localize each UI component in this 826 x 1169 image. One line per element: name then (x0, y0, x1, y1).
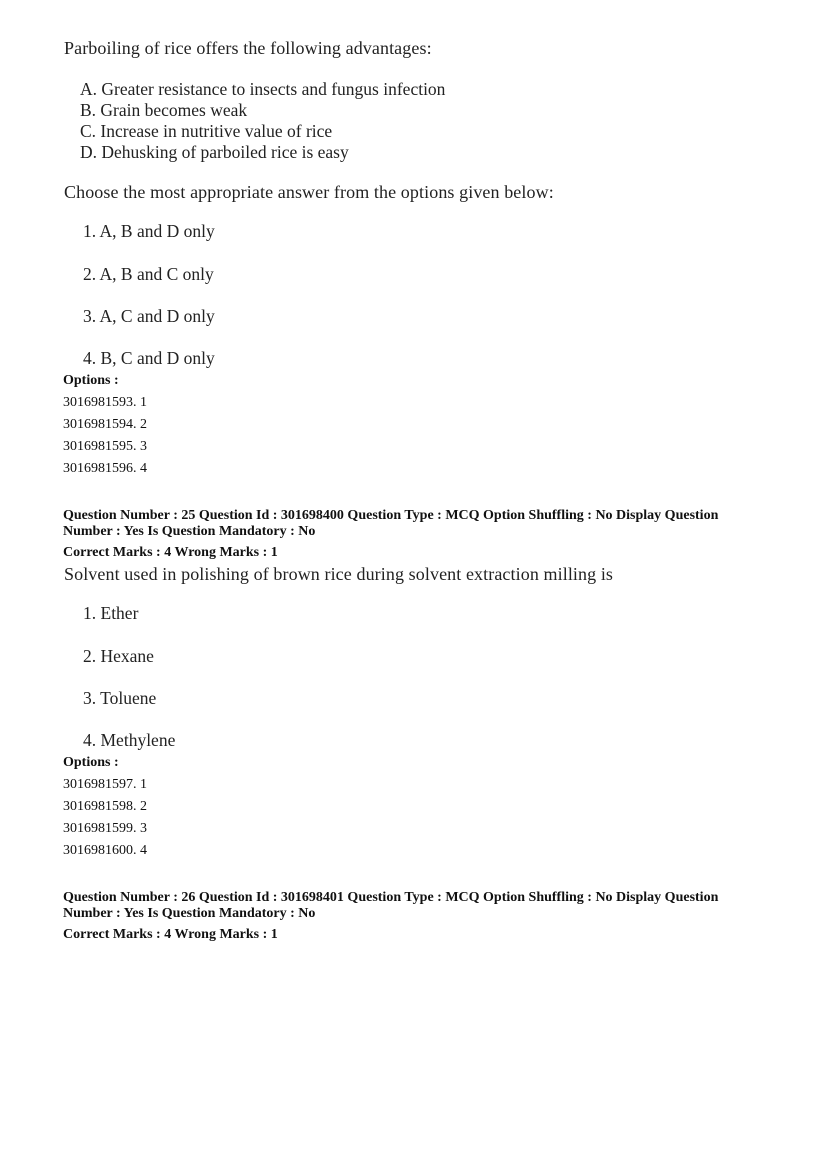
q25-option-id-3: 3016981599. 3 (63, 821, 147, 836)
q25-choice-3: 3. Toluene (83, 688, 157, 708)
q24-statement-c: C. Increase in nutritive value of rice (80, 121, 333, 141)
q24-statement-b: B. Grain becomes weak (80, 100, 248, 120)
q24-option-id-1: 3016981593. 1 (63, 395, 147, 410)
q25-options-label: Options : (63, 755, 119, 770)
q26-meta-line2: Number : Yes Is Question Mandatory : No (63, 906, 316, 921)
q25-meta-line2: Number : Yes Is Question Mandatory : No (63, 524, 316, 539)
q24-choice-4: 4. B, C and D only (83, 348, 215, 368)
q26-marks: Correct Marks : 4 Wrong Marks : 1 (63, 927, 278, 942)
q25-meta-line1: Question Number : 25 Question Id : 301698400 Question Type : MCQ Option Shuffling : No Display Question (63, 508, 719, 523)
q24-option-id-3: 3016981595. 3 (63, 439, 147, 454)
q24-options-label: Options : (63, 373, 119, 388)
q24-instruction: Choose the most appropriate answer from the options given below: (64, 182, 554, 202)
q26-meta (63, 890, 763, 922)
q24-option-id-4: 3016981596. 4 (63, 461, 147, 476)
q24-statement-d: D. Dehusking of parboiled rice is easy (80, 142, 349, 162)
q25-option-id-1: 3016981597. 1 (63, 777, 147, 792)
q25-stem: Solvent used in polishing of brown rice during solvent extraction milling is (64, 564, 614, 584)
q24-choice-3: 3. A, C and D only (83, 306, 215, 326)
q26-meta-line1: Question Number : 26 Question Id : 301698401 Question Type : MCQ Option Shuffling : No Display Question (63, 890, 719, 905)
q25-choice-1: 1. Ether (83, 603, 139, 623)
q24-option-id-2: 3016981594. 2 (63, 417, 147, 432)
q25-marks: Correct Marks : 4 Wrong Marks : 1 (63, 545, 278, 560)
q25-option-id-4: 3016981600. 4 (63, 843, 147, 858)
q25-meta (63, 508, 763, 540)
q24-stem: Parboiling of rice offers the following advantages: (64, 38, 432, 58)
q25-option-id-2: 3016981598. 2 (63, 799, 147, 814)
q25-choice-2: 2. Hexane (83, 646, 154, 666)
q24-choice-2: 2. A, B and C only (83, 264, 214, 284)
q24-choice-1: 1. A, B and D only (83, 221, 215, 241)
q24-statement-a: A. Greater resistance to insects and fungus infection (80, 79, 446, 99)
q25-choice-4: 4. Methylene (83, 730, 176, 750)
